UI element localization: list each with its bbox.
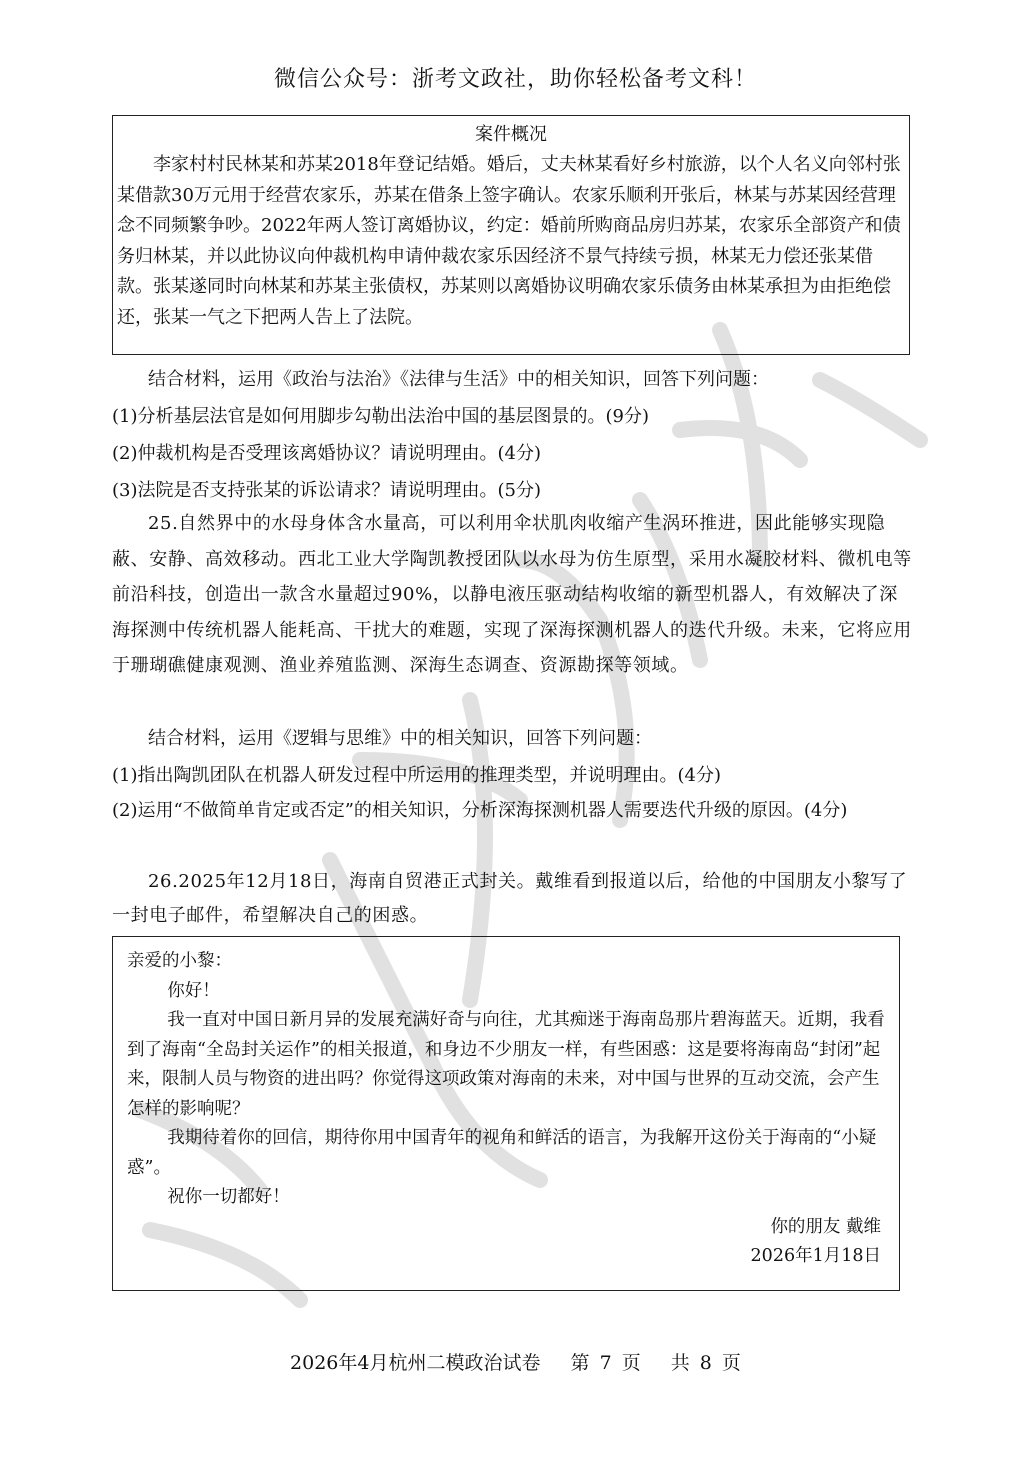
q25-item: (1)指出陶凯团队在机器人研发过程中所运用的推理类型，并说明理由。(4分) <box>112 765 721 786</box>
letter-signature: 你的朋友 戴维 <box>770 1216 881 1237</box>
question-24 <box>112 361 912 509</box>
q26-material: 26.2025年12月18日，海南自贸港正式封关。戴维看到报道以后，给他的中国朋友小黎写了一封电子邮件，希望解决自己的困惑。 <box>112 871 908 926</box>
letter-paragraph: 我期待着你的回信，期待你用中国青年的视角和鲜活的语言，为我解开这份关于海南的“小疑惑”。 <box>127 1128 877 1178</box>
question-25 <box>112 506 912 684</box>
case-box <box>112 115 910 355</box>
letter-paragraph: 我一直对中国日新月异的发展充满好奇与向往，尤其痴迷于海南岛那片碧海蓝天。近期，我看到了海南“全岛封关运作”的相关报道，和身边不少朋友一样，有些困惑：这是要将海南岛“封闭”起来，限制人员与物资的进出吗？你觉得这项政策对海南的未来，对中国与世界的互动交流，会产生怎样的影响呢？ <box>127 1010 885 1119</box>
letter-box <box>112 936 900 1291</box>
case-body: 李家村村民林某和苏某2018年登记结婚。婚后，丈夫林某看好乡村旅游，以个人名义向邻村张某借款30万元用于经营农家乐，苏某在借条上签字确认。农家乐顺利开张后，林某与苏某因经营理念不同频繁争吵。2022年两人签订离婚协议，约定：婚前所购商品房归苏某，农家乐全部资产和债务归林某，并以此协议向仲裁机构申请仲裁农家乐因经济不景气持续亏损，林某无力偿还张某借款。张某遂同时向林某和苏某主张债权，苏某则以离婚协议明确农家乐债务由林某承担为由拒绝偿还，张某一气之下把两人告上了法院。 <box>117 154 901 328</box>
q24-intro: 结合材料，运用《政治与法治》《法律与生活》中的相关知识，回答下列问题： <box>148 369 769 390</box>
q24-item: (2)仲裁机构是否受理该离婚协议？请说明理由。(4分) <box>112 443 541 464</box>
q24-item: (1)分析基层法官是如何用脚步勾勒出法治中国的基层图景的。(9分) <box>112 406 649 427</box>
footer-page-number: 第 7 页 <box>570 1352 641 1374</box>
q25-item: (2)运用“不做简单肯定或否定”的相关知识，分析深海探测机器人需要迭代升级的原因。(4分) <box>112 800 848 821</box>
footer-total-pages: 共 8 页 <box>670 1352 741 1374</box>
letter-date: 2026年1月18日 <box>750 1246 881 1266</box>
page-header: 微信公众号：浙考文政社，助你轻松备考文科！ <box>273 67 757 92</box>
footer-exam-title: 2026年4月杭州二模政治试卷 <box>290 1352 541 1374</box>
case-title: 案件概况 <box>475 124 547 145</box>
page-footer <box>0 1348 1031 1375</box>
letter-closing: 祝你一切都好！ <box>167 1187 290 1207</box>
q25-intro: 结合材料，运用《逻辑与思维》中的相关知识，回答下列问题： <box>148 728 652 749</box>
letter-greeting: 你好！ <box>167 980 220 1001</box>
question-26 <box>112 865 912 933</box>
q25-material: 25.自然界中的水母身体含水量高，可以利用伞状肌肉收缩产生涡环推进，因此能够实现隐蔽、安静、高效移动。西北工业大学陶凯教授团队以水母为仿生原型，采用水凝胶材料、微机电等前沿科技，创造出一款含水量超过90%，以静电液压驱动结构收缩的新型机器人，有效解决了深海探测中传统机器人能耗高、干扰大的难题，实现了深海探测机器人的迭代升级。未来，它将应用于珊瑚礁健康观测、渔业养殖监测、深海生态调查、资源勘探等领域。 <box>112 513 912 676</box>
question-25-questions <box>112 720 912 828</box>
letter-salutation: 亲爱的小黎： <box>127 951 232 971</box>
q24-item: (3)法院是否支持张某的诉讼请求？请说明理由。(5分) <box>112 480 541 501</box>
